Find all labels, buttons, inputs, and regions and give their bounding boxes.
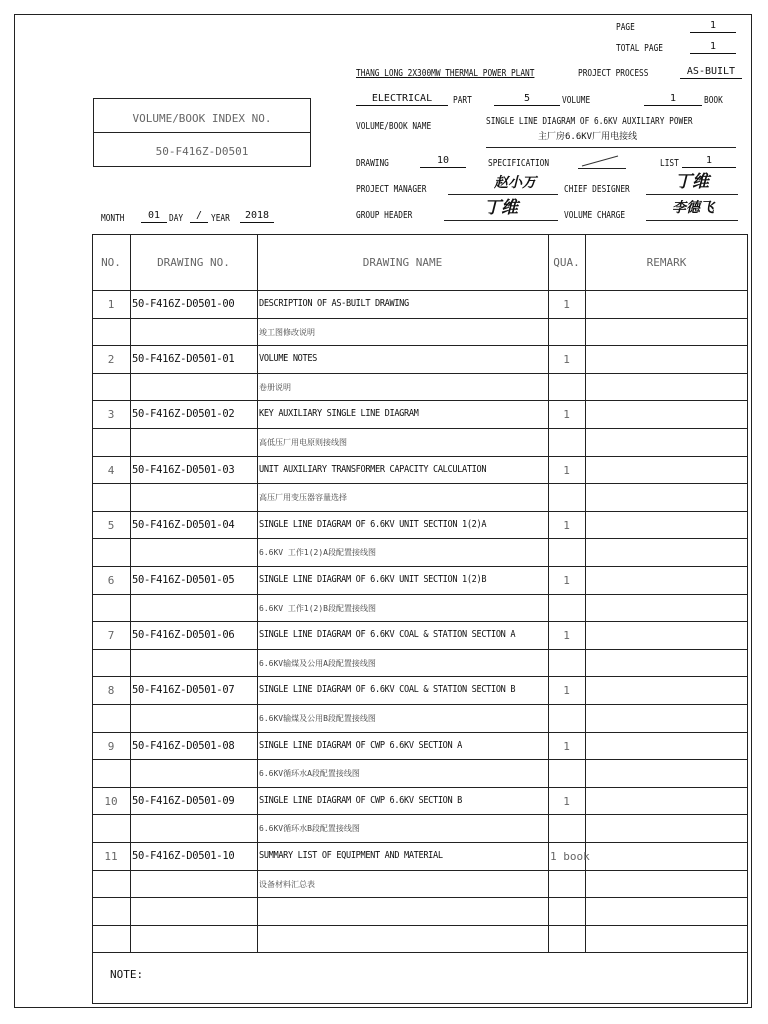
row-drawing-number: 50-F416Z-D0501-02	[132, 408, 235, 421]
index-box-title: VOLUME/BOOK INDEX NO.	[132, 112, 272, 125]
row-number: 4	[107, 463, 115, 477]
table-row-divider	[92, 428, 748, 429]
month-label: MONTH	[101, 213, 125, 224]
discipline-value: ELECTRICAL	[356, 93, 448, 106]
row-drawing-name-cn: 竣工图修改说明	[259, 327, 315, 337]
project-process-value: AS-BUILT	[680, 66, 742, 79]
total-page-label: TOTAL PAGE	[616, 43, 663, 54]
chief-designer-label: CHIEF DESIGNER	[564, 184, 630, 195]
volume-charge-signature: 李德飞	[672, 200, 714, 216]
row-drawing-name-cn: 6.6KV循环水B段配置接线图	[259, 824, 360, 834]
row-drawing-name-cn: 高低压厂用电原则接线图	[259, 438, 347, 447]
table-row-divider	[92, 704, 748, 705]
volume-book-name-label: VOLUME/BOOK NAME	[356, 121, 432, 132]
group-header-signature: 丁维	[484, 198, 518, 218]
volume-label: VOLUME	[562, 95, 591, 106]
row-drawing-name: SINGLE LINE DIAGRAM OF 6.6KV COAL & STATION SECTION A	[259, 629, 516, 641]
row-drawing-name-cn: 6.6KV输煤及公用A段配置接线图	[259, 658, 376, 668]
table-row-divider	[92, 400, 748, 401]
year-label: YEAR	[211, 213, 230, 224]
day-value: /	[190, 210, 208, 223]
month-value: 01	[141, 210, 167, 223]
table-row-divider	[92, 787, 748, 788]
year-value: 2018	[240, 210, 274, 223]
row-drawing-name: UNIT AUXILIARY TRANSFORMER CAPACITY CALCULATION	[259, 463, 487, 475]
chief-designer-signature: 丁维	[675, 172, 709, 192]
table-row-divider	[92, 345, 748, 346]
row-quantity: 1 book	[550, 850, 590, 863]
specification-label: SPECIFICATION	[488, 158, 550, 169]
volume-book-name-cn: 主厂房6.6KV厂用电接线	[538, 132, 638, 142]
row-drawing-name: SINGLE LINE DIAGRAM OF 6.6KV UNIT SECTION 1(2)A	[259, 518, 487, 530]
part-label: PART	[453, 95, 472, 106]
table-row-divider	[92, 732, 748, 733]
row-quantity: 1	[563, 463, 570, 477]
row-quantity: 1	[563, 518, 570, 532]
row-number: 8	[107, 684, 115, 698]
total-page-value: 1	[690, 41, 736, 54]
row-drawing-number: 50-F416Z-D0501-04	[132, 518, 235, 531]
row-drawing-name: DESCRIPTION OF AS-BUILT DRAWING	[259, 298, 409, 309]
col-header-drawing-no: DRAWING NO.	[157, 256, 230, 269]
table-row-divider	[92, 318, 748, 319]
volume-value: 1	[644, 93, 702, 106]
row-drawing-name: VOLUME NOTES	[259, 353, 318, 365]
row-drawing-name-cn: 高压厂用变压器容量选择	[259, 493, 347, 503]
project-process-label: PROJECT PROCESS	[578, 68, 649, 79]
project-manager-signature: 赵小万	[494, 175, 536, 191]
row-drawing-number: 50-F416Z-D0501-10	[132, 850, 235, 862]
table-row-divider	[92, 456, 748, 457]
index-box-divider	[93, 132, 311, 133]
table-row-divider	[92, 483, 748, 484]
row-quantity: 1	[563, 684, 570, 698]
table-row-divider	[92, 759, 748, 760]
row-drawing-name-cn: 6.6KV 工作1(2)A段配置接线图	[259, 548, 376, 558]
table-row-divider	[92, 814, 748, 815]
col-header-no: NO.	[101, 256, 121, 269]
volume-charge-underline	[646, 220, 738, 221]
row-drawing-name: SUMMARY LIST OF EQUIPMENT AND MATERIAL	[259, 850, 443, 861]
page-value: 1	[690, 20, 736, 33]
list-value: 1	[682, 155, 736, 168]
row-drawing-name-cn: 6.6KV循环水A段配置接线图	[259, 769, 360, 779]
table-row-divider	[92, 925, 748, 926]
project-manager-label: PROJECT MANAGER	[356, 184, 427, 195]
row-quantity: 1	[563, 629, 570, 643]
group-header-label: GROUP HEADER	[356, 210, 413, 221]
row-drawing-name-cn: 6.6KV输煤及公用B段配置接线图	[259, 714, 376, 723]
table-row-divider	[92, 538, 748, 539]
table-row-divider	[92, 649, 748, 650]
volume-charge-label: VOLUME CHARGE	[564, 210, 626, 221]
row-drawing-number: 50-F416Z-D0501-08	[132, 739, 235, 752]
table-row-divider	[92, 594, 748, 595]
table-row-divider	[92, 676, 748, 677]
row-drawing-number: 50-F416Z-D0501-01	[132, 353, 235, 366]
volume-book-name-underline	[486, 147, 736, 148]
row-drawing-number: 50-F416Z-D0501-03	[132, 463, 235, 476]
plant-name: THANG LONG 2X300MW THERMAL POWER PLANT	[356, 68, 535, 79]
project-manager-underline	[448, 194, 558, 195]
note-label: NOTE:	[110, 968, 144, 981]
table-row-divider	[92, 952, 748, 953]
col-header-qua: QUA.	[553, 256, 580, 269]
row-quantity: 1	[563, 574, 570, 587]
row-number: 10	[104, 794, 118, 808]
row-number: 5	[107, 518, 115, 532]
drawing-label: DRAWING	[356, 158, 389, 169]
row-drawing-number: 50-F416Z-D0501-07	[132, 684, 235, 697]
book-label: BOOK	[704, 95, 723, 106]
row-number: 7	[107, 629, 115, 643]
row-drawing-number: 50-F416Z-D0501-06	[132, 629, 235, 642]
drawing-value: 10	[420, 155, 466, 168]
table-row-divider	[92, 566, 748, 567]
list-label: LIST	[660, 158, 679, 169]
row-number: 2	[107, 353, 115, 367]
table-row-divider	[92, 897, 748, 898]
row-drawing-name: SINGLE LINE DIAGRAM OF 6.6KV COAL & STATION SECTION B	[259, 684, 516, 696]
chief-designer-underline	[646, 194, 738, 195]
row-drawing-name: KEY AUXILIARY SINGLE LINE DIAGRAM	[259, 408, 419, 420]
page-label: PAGE	[616, 22, 635, 33]
day-label: DAY	[169, 213, 184, 224]
row-drawing-number: 50-F416Z-D0501-00	[132, 298, 235, 310]
row-drawing-name: SINGLE LINE DIAGRAM OF CWP 6.6KV SECTION A	[259, 739, 463, 751]
table-row-divider	[92, 870, 748, 871]
row-drawing-name: SINGLE LINE DIAGRAM OF CWP 6.6KV SECTION B	[259, 794, 463, 806]
row-drawing-number: 50-F416Z-D0501-05	[132, 574, 235, 586]
row-number: 11	[104, 850, 118, 863]
row-drawing-name-cn: 卷册说明	[259, 382, 291, 392]
specification-slash-icon	[580, 154, 620, 168]
row-drawing-name-cn: 6.6KV 工作1(2)B段配置接线图	[259, 603, 376, 613]
volume-book-name-en: SINGLE LINE DIAGRAM OF 6.6KV AUXILIARY POWER	[486, 116, 693, 127]
part-value: 5	[494, 93, 560, 106]
row-number: 9	[107, 739, 115, 753]
row-drawing-number: 50-F416Z-D0501-09	[132, 794, 235, 807]
row-quantity: 1	[563, 298, 570, 311]
row-drawing-name: SINGLE LINE DIAGRAM OF 6.6KV UNIT SECTION 1(2)B	[259, 574, 487, 585]
col-header-drawing-name: DRAWING NAME	[362, 256, 443, 269]
row-drawing-name-cn: 设备材料汇总表	[259, 879, 315, 889]
table-row-divider	[92, 842, 748, 843]
table-header-divider	[92, 290, 748, 291]
row-number: 6	[107, 574, 115, 587]
row-number: 3	[107, 408, 115, 422]
row-quantity: 1	[563, 794, 570, 808]
specification-underline	[578, 168, 626, 169]
row-quantity: 1	[563, 739, 570, 753]
row-quantity: 1	[563, 353, 570, 367]
table-row-divider	[92, 373, 748, 374]
index-box-value: 50-F416Z-D0501	[155, 145, 249, 158]
col-header-remark: REMARK	[646, 256, 687, 269]
row-quantity: 1	[563, 408, 570, 422]
row-number: 1	[107, 298, 115, 311]
group-header-underline	[444, 220, 558, 221]
table-row-divider	[92, 511, 748, 512]
table-row-divider	[92, 621, 748, 622]
